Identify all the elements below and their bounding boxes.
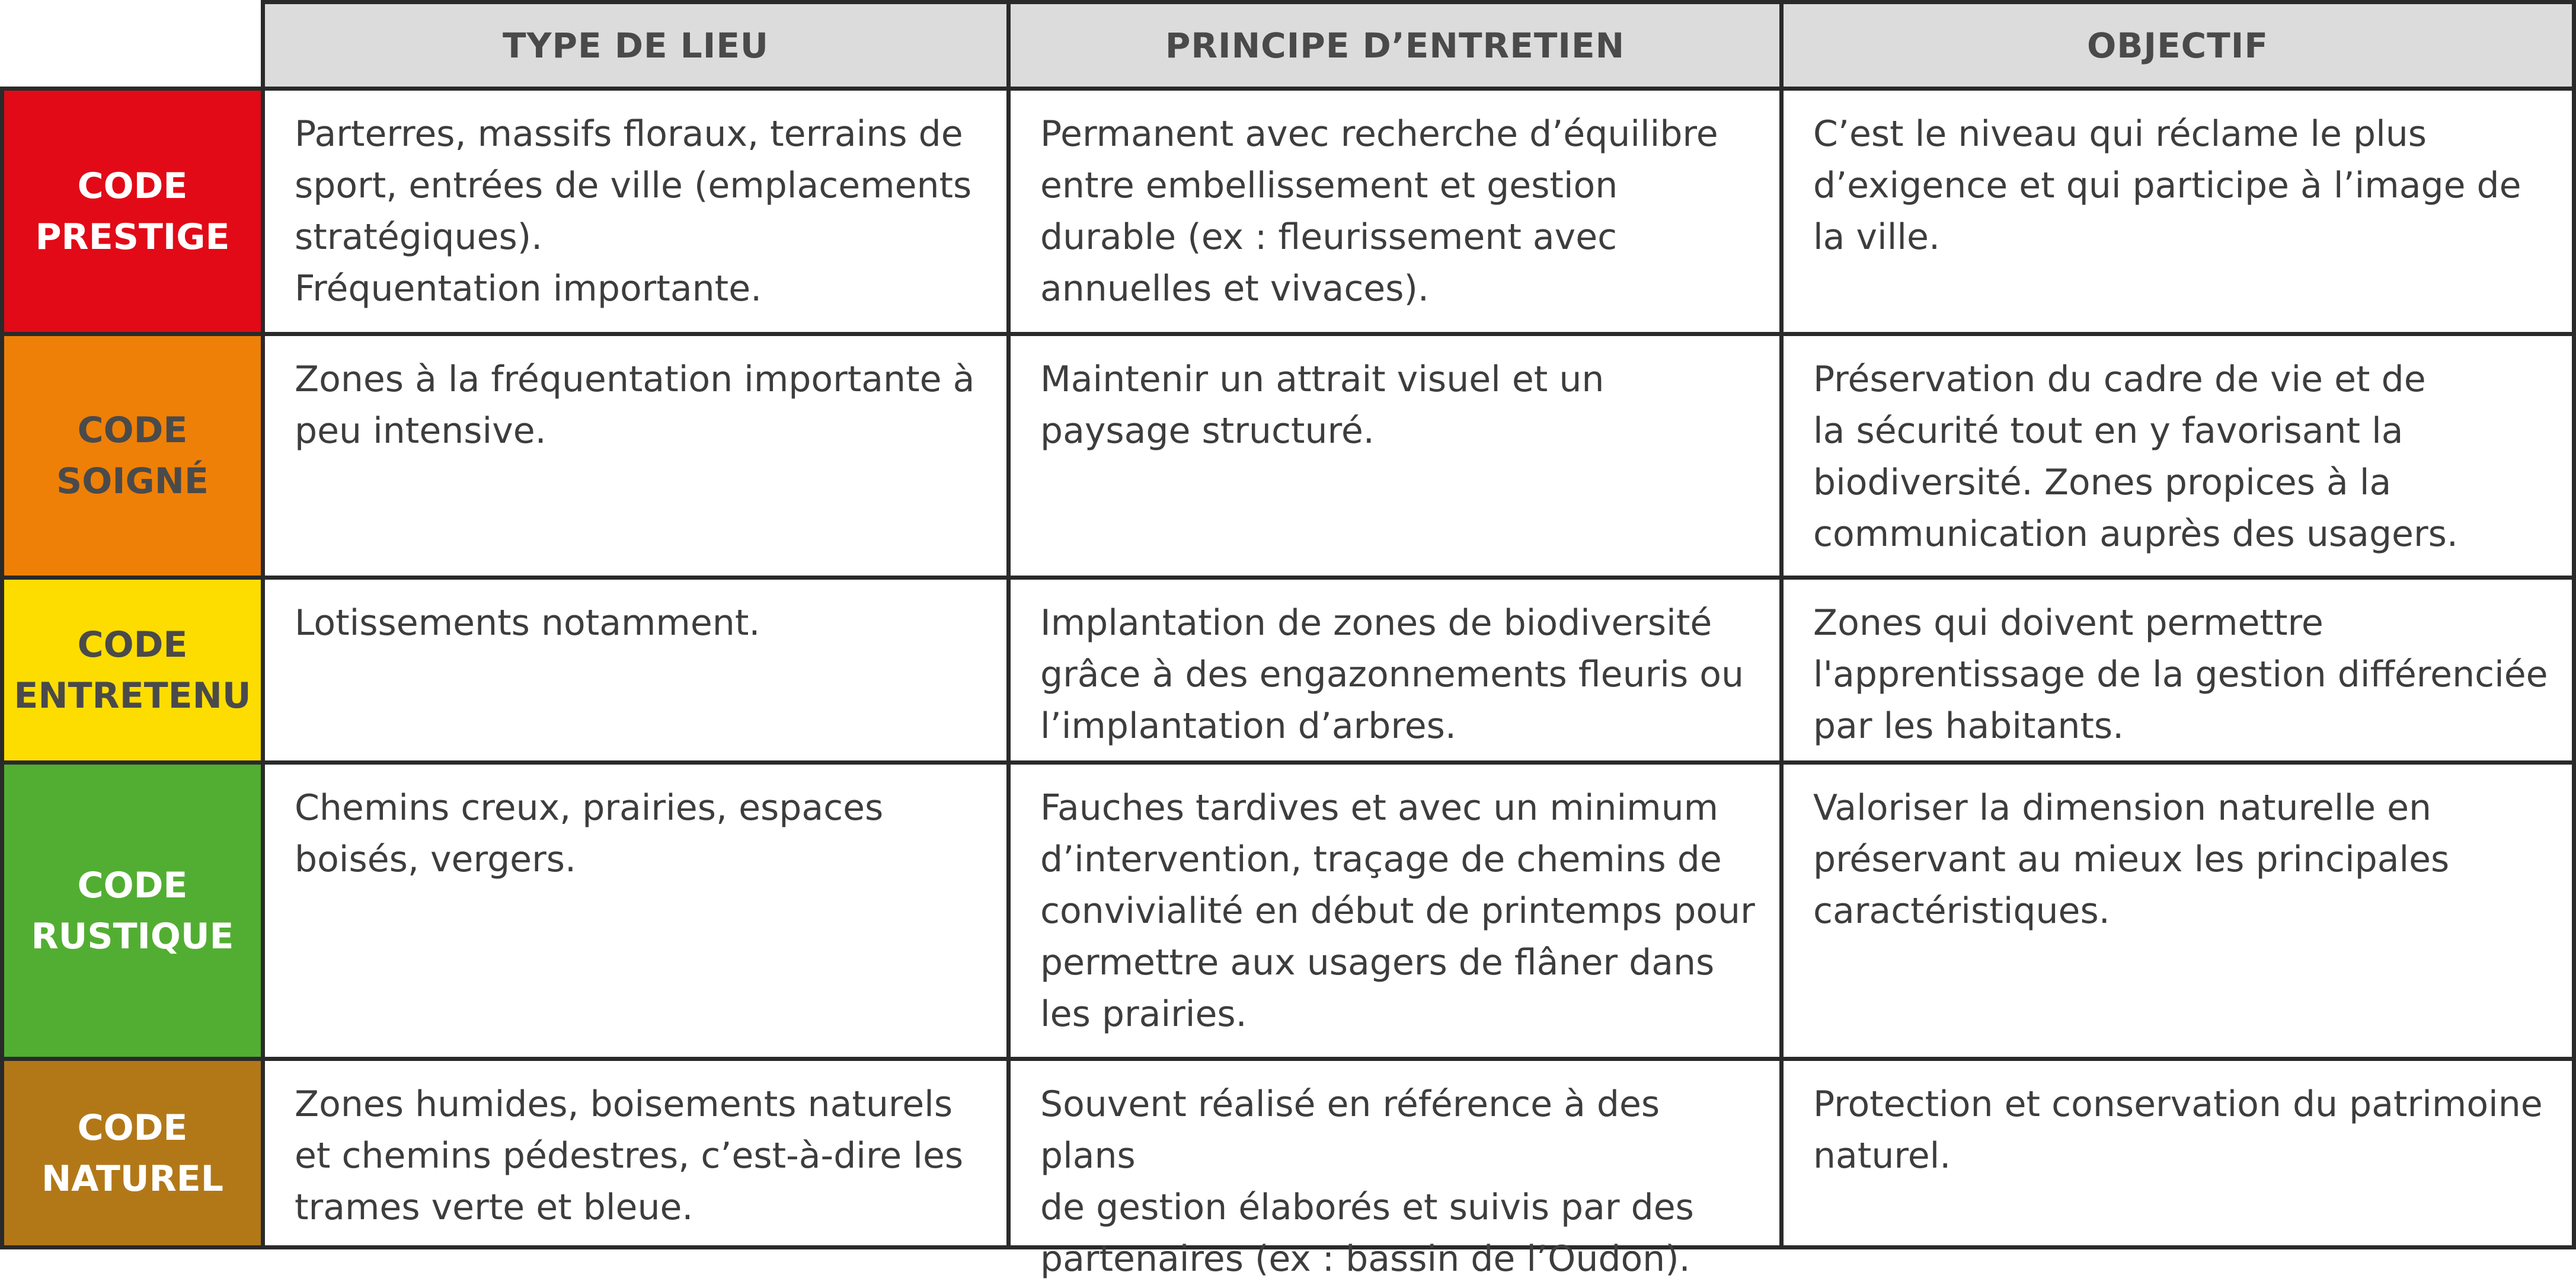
objectif-text: Valoriser la dimension naturelle en préservant au mieux les principales caractéristiques. bbox=[1813, 787, 2450, 932]
header-principe-entretien: PRINCIPE D’ENTRETIEN bbox=[1006, 0, 1779, 87]
type-de-lieu-cell bbox=[261, 1057, 1006, 1249]
code-label-name: RUSTIQUE bbox=[31, 915, 234, 957]
code-label-prefix: CODE bbox=[77, 624, 188, 666]
objectif-cell bbox=[1779, 576, 2576, 760]
type-de-lieu-text: Zones humides, boisements naturels et chemins pédestres, c’est-à-dire les trames verte et bleue. bbox=[295, 1083, 964, 1228]
code-label-name: SOIGNÉ bbox=[56, 461, 209, 502]
code-cell-prestige bbox=[0, 87, 261, 332]
code-label-name: PRESTIGE bbox=[35, 216, 230, 258]
header-objectif: OBJECTIF bbox=[1779, 0, 2576, 87]
code-label-prefix: CODE bbox=[77, 410, 188, 451]
code-cell-rustique bbox=[0, 760, 261, 1057]
code-label-prefix: CODE bbox=[77, 165, 188, 207]
principe-cell bbox=[1006, 332, 1779, 576]
code-cell-entretenu bbox=[0, 576, 261, 760]
type-de-lieu-cell bbox=[261, 760, 1006, 1057]
principe-cell bbox=[1006, 760, 1779, 1057]
table-corner bbox=[0, 0, 261, 87]
principe-text: Maintenir un attrait visuel et un paysage structuré. bbox=[1040, 359, 1605, 452]
type-de-lieu-text: Zones à la fréquentation importante à peu intensive. bbox=[295, 359, 975, 452]
type-de-lieu-text: Parterres, massifs floraux, terrains de sport, entrées de ville (emplacements stratégiques). Fréquentation importante. bbox=[295, 113, 972, 309]
type-de-lieu-cell bbox=[261, 87, 1006, 332]
objectif-cell bbox=[1779, 1057, 2576, 1249]
code-label-prefix: CODE bbox=[77, 864, 188, 906]
principe-text: Implantation de zones de biodiversité grâce à des engazonnements fleuris ou l’implantation d’arbres. bbox=[1040, 602, 1744, 747]
principe-text: Permanent avec recherche d’équilibre entre embellissement et gestion durable (ex : fleurissement avec annuelles et vivaces). bbox=[1040, 113, 1718, 309]
principe-cell bbox=[1006, 1057, 1779, 1280]
type-de-lieu-text: Chemins creux, prairies, espaces boisés, vergers. bbox=[295, 787, 884, 880]
objectif-cell bbox=[1779, 87, 2576, 332]
code-cell-naturel bbox=[0, 1057, 261, 1249]
objectif-text: C’est le niveau qui réclame le plus d’exigence et qui participe à l’image de la ville. bbox=[1813, 113, 2521, 258]
objectif-cell bbox=[1779, 760, 2576, 1057]
objectif-text: Zones qui doivent permettre l'apprentissage de la gestion différenciée par les habitants. bbox=[1813, 602, 2548, 747]
code-label-prefix: CODE bbox=[77, 1107, 188, 1149]
principe-text: Souvent réalisé en référence à des plans de gestion élaborés et suivis par des partenaires (ex : bassin de l’Oudon). bbox=[1040, 1083, 1694, 1280]
principe-cell bbox=[1006, 576, 1779, 760]
header-type-de-lieu: TYPE DE LIEU bbox=[261, 0, 1006, 87]
principe-cell bbox=[1006, 87, 1779, 332]
type-de-lieu-cell bbox=[261, 576, 1006, 760]
objectif-text: Protection et conservation du patrimoine naturel. bbox=[1813, 1083, 2543, 1177]
code-label-name: ENTRETENU bbox=[14, 675, 251, 717]
principe-text: Fauches tardives et avec un minimum d’intervention, traçage de chemins de convivialité en début de printemps pour permettre aux usagers de flâner dans les prairies. bbox=[1040, 787, 1755, 1035]
code-label-name: NATUREL bbox=[41, 1158, 224, 1200]
code-cell-soigne bbox=[0, 332, 261, 576]
type-de-lieu-cell bbox=[261, 332, 1006, 576]
objectif-text: Préservation du cadre de vie et de la sécurité tout en y favorisant la biodiversité. Zones propices à la communication auprès des usagers. bbox=[1813, 359, 2458, 555]
objectif-cell bbox=[1779, 332, 2576, 576]
type-de-lieu-text: Lotissements notamment. bbox=[295, 602, 760, 644]
